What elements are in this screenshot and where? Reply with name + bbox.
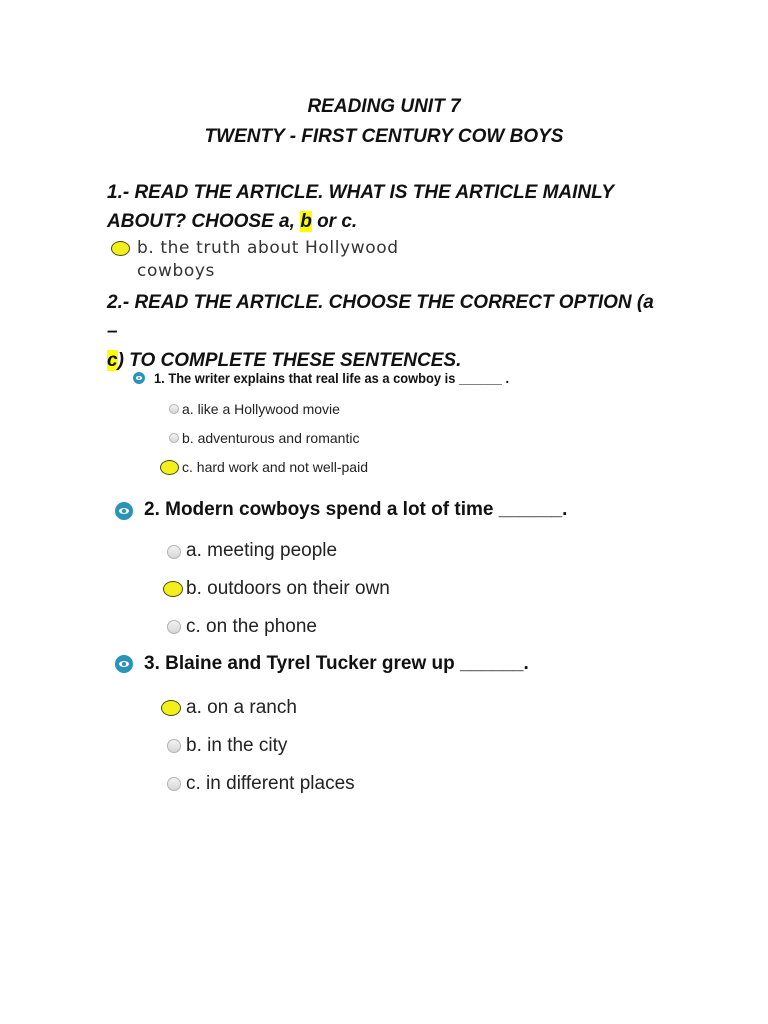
question2-option-c-label: c. on the phone [186, 616, 317, 637]
question1-option-b-label: b. adventurous and romantic [182, 430, 360, 446]
question3-option-c-label: c. in different places [186, 773, 355, 794]
page-title: READING UNIT 7 [307, 96, 461, 117]
question1-text: 1. The writer explains that real life as a cowboy is ______ . [154, 370, 510, 386]
section1-instruction-line2-post: or c. [311, 211, 358, 232]
question3-option-a-label: a. on a ranch [186, 697, 297, 718]
question1-bullet-icon [133, 372, 145, 384]
question3-option-b-label: b. in the city [186, 735, 288, 756]
question1-option-c-label: c. hard work and not well-paid [182, 459, 368, 475]
question3-bullet-icon [115, 655, 133, 673]
section1-instruction-line1: 1.- READ THE ARTICLE. WHAT IS THE ARTICLE MAINLY [107, 182, 615, 203]
section1-instruction-line2 [107, 207, 667, 236]
section1-instruction-line2-pre: ABOUT? CHOOSE a, [107, 211, 301, 232]
question2-option-b-radio-selected[interactable] [163, 581, 183, 597]
answer1-label-line2: cowboys [137, 261, 215, 281]
question3-option-a-radio-selected[interactable] [161, 700, 181, 716]
answer1-radio-selected[interactable] [111, 241, 130, 256]
page-subtitle: TWENTY - FIRST CENTURY COW BOYS [204, 126, 564, 147]
section2-instruction-line1: 2.- READ THE ARTICLE. CHOOSE THE CORRECT OPTION (a – [107, 292, 654, 342]
section2-instruction-line2-post: ) TO COMPLETE THESE SENTENCES. [117, 350, 462, 371]
question1-option-b-radio[interactable] [169, 433, 179, 443]
highlighted-letter-c: c [107, 350, 118, 371]
question2-option-a-label: a. meeting people [186, 540, 338, 561]
question2-option-b-label: b. outdoors on their own [186, 578, 390, 599]
highlighted-letter-b: b [300, 211, 312, 232]
question3-option-c-radio[interactable] [167, 777, 181, 791]
answer1-label-line1: b. the truth about Hollywood [137, 238, 399, 258]
question2-option-c-radio[interactable] [167, 620, 181, 634]
section2-instruction [107, 288, 667, 375]
question2-option-a-radio[interactable] [167, 545, 181, 559]
question3-text: 3. Blaine and Tyrel Tucker grew up ______. [144, 653, 529, 674]
question2-text: 2. Modern cowboys spend a lot of time ______. [144, 499, 568, 520]
question3-option-b-radio[interactable] [167, 739, 181, 753]
question1-option-a-label: a. like a Hollywood movie [182, 401, 340, 417]
section1-instruction [107, 178, 667, 236]
question1-option-c-radio-selected[interactable] [160, 460, 179, 475]
question1-option-a-radio[interactable] [169, 404, 179, 414]
question2-bullet-icon [115, 502, 133, 520]
